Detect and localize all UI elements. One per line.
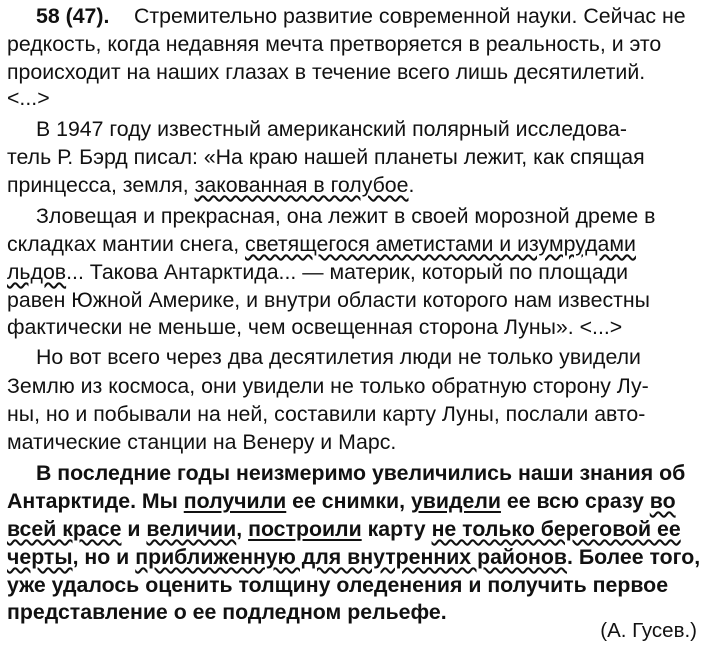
underlined-phrase: льдов (7, 260, 67, 284)
text-line (7, 543, 700, 571)
line-text: происходит на наших глазах в течение всего лишь десятилетий. (7, 60, 646, 84)
line-text: , (236, 517, 249, 541)
text-line (7, 428, 396, 456)
line-text: ны, но и побывали на ней, составили карту Луны, послали авто- (7, 402, 646, 426)
author-attribution: (А. Гусев.) (600, 619, 697, 642)
line-text: уже удалось оценить толщину оледенения и получить первое (7, 573, 669, 597)
text-line (7, 515, 681, 543)
text-line (7, 313, 622, 341)
underlined-phrase: закованная в голубое (194, 173, 409, 197)
line-text: карту (361, 517, 432, 541)
line-text: равен Южной Америке, и внутри области которого нам известны (7, 288, 650, 312)
text-line (7, 598, 447, 626)
text-line (7, 487, 676, 515)
line-text: представление о ее подледном рельефе. (7, 600, 447, 624)
exercise-number: 58 (47). (36, 4, 110, 28)
line-text: Стремительно развитие современной науки. Сейчас не (134, 4, 686, 28)
underlined-phrase: не только береговой ее (431, 517, 681, 541)
line-text: принцесса, земля, (7, 173, 195, 197)
line-text: ее всю сразу (500, 489, 650, 513)
underlined-word: увидели (410, 489, 501, 513)
text-line (36, 343, 641, 371)
line-text: Землю из космоса, они увидели не только обратную сторону Лу- (7, 374, 649, 398)
underlined-word: получили (183, 489, 287, 513)
line-text: В 1947 году известный американский полярный исследова- (36, 117, 627, 141)
text-line (36, 202, 655, 230)
text-line (7, 400, 645, 428)
line-text: <...> (7, 86, 50, 110)
text-line (7, 258, 628, 286)
underlined-phrase: во (649, 489, 676, 513)
line-text: матические станции на Венеру и Марс. (7, 430, 397, 454)
line-text: Зловещая и прекрасная, она лежит в своей морозной дреме в (36, 204, 656, 228)
line-text: тель Р. Бэрд писал: «На краю нашей планеты лежит, как спящая (7, 145, 645, 169)
line-text: фактически не меньше, чем освещенная сторона Луны». <...> (7, 315, 623, 339)
line-text: В последние годы неизмеримо увеличились наши знания об (36, 461, 686, 485)
line-text: Но вот всего через два десятилетия люди не только увидели (36, 345, 641, 369)
text-line (36, 459, 685, 487)
line-text: ... Такова Антарктида... — материк, который по площади (66, 260, 628, 284)
line-text: и (121, 517, 147, 541)
text-line (7, 230, 636, 258)
underlined-phrase: черты (7, 545, 73, 569)
underlined-word: построили (248, 517, 362, 541)
text-line (7, 171, 414, 199)
underlined-phrase: приближенную для внутренних районов (135, 545, 567, 569)
line-text: . (408, 173, 415, 197)
text-line (7, 30, 661, 58)
line-text: , но и (72, 545, 136, 569)
text-line (7, 372, 649, 400)
underlined-phrase: всей красе (7, 517, 122, 541)
line-text: Антарктиде. Мы (7, 489, 184, 513)
text-line (7, 84, 50, 112)
text-line (36, 115, 627, 143)
text-line (7, 571, 668, 599)
underlined-phrase: светящегося аметистами и изумрудами (245, 232, 636, 256)
underlined-phrase: величии (146, 517, 237, 541)
line-text: редкость, когда недавняя мечта претворяется в реальность, и это (7, 32, 662, 56)
text-line (7, 143, 645, 171)
line-text: складках мантии снега, (7, 232, 246, 256)
text-line (7, 58, 645, 86)
line-text: ее снимки, (286, 489, 411, 513)
line-text: . Более того, (567, 545, 701, 569)
text-line (7, 286, 650, 314)
